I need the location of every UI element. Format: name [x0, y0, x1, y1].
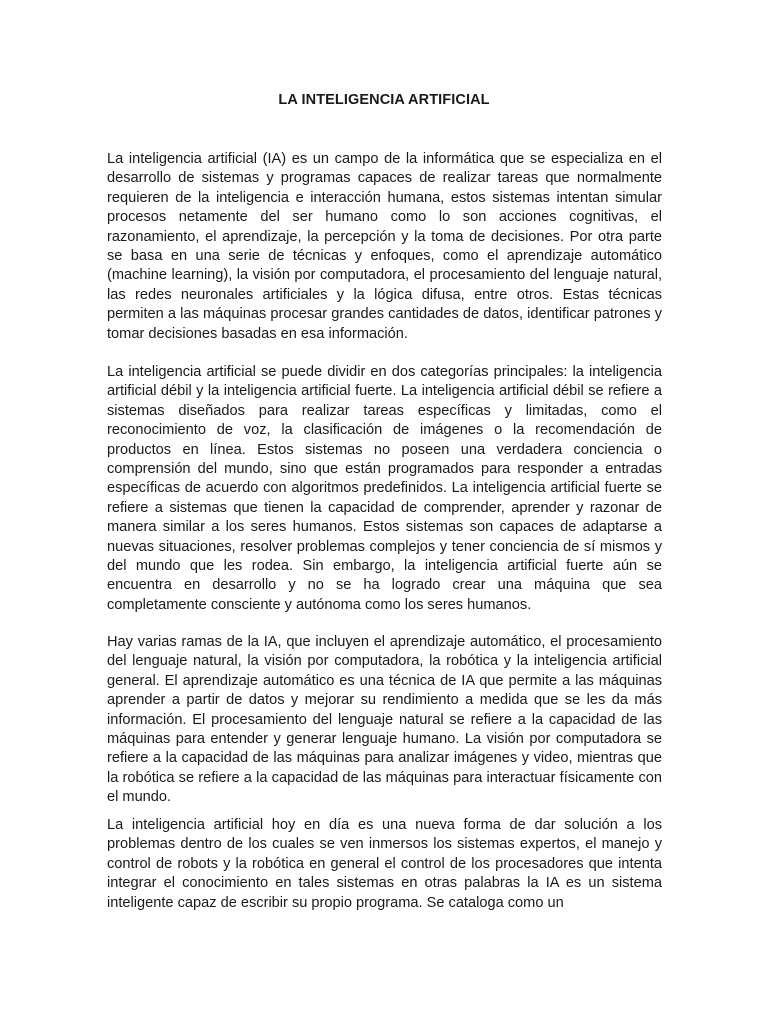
paragraph-3: Hay varias ramas de la IA, que incluyen el aprendizaje automático, el procesamiento del lenguaje natural, la visión por computadora, la robótica y la inteligencia artificial general. El aprendizaje automático es una técnica de IA que permite a las máquinas aprender a partir de datos y mejorar su rendimiento a medida que se les da más información. El procesamiento del lenguaje natural se refiere a la capacidad de las máquinas para entender y generar lenguaje humano. La visión por computadora se refiere a la capacidad de las máquinas para analizar imágenes y video, mientras que la robótica se refiere a la capacidad de las máquinas para interactuar físicamente con el mundo. — [107, 634, 662, 806]
document-title: LA INTELIGENCIA ARTIFICIAL — [278, 92, 490, 108]
paragraph-2: La inteligencia artificial se puede dividir en dos categorías principales: la inteligencia artificial débil y la inteligencia artificial fuerte. La inteligencia artificial débil se refiere a sistemas diseñados para realizar tareas específicas y limitadas, como el reconocimiento de voz, la clasificación de imágenes o la recomendación de productos en línea. Estos sistemas no poseen una verdadera conciencia o comprensión del mundo, sino que están programados para responder a entradas específicas de acuerdo con algoritmos predefinidos. La inteligencia artificial fuerte se refiere a sistemas que tienen la capacidad de comprender, aprender y razonar de manera similar a los seres humanos. Estos sistemas son capaces de adaptarse a nuevas situaciones, resolver problemas complejos y tener conciencia de sí mismos y del mundo que les rodea. Sin embargo, la inteligencia artificial fuerte aún se encuentra en desarrollo y no se ha logrado crear una máquina que sea completamente consciente y autónoma como los seres humanos. — [107, 364, 662, 613]
paragraph-4: La inteligencia artificial hoy en día es una nueva forma de dar solución a los problemas dentro de los cuales se ven inmersos los sistemas expertos, el manejo y control de robots y la robótica en general el control de los procesadores que intenta integrar el conocimiento en tales sistemas en otras palabras la IA es un sistema inteligente capaz de escribir su propio programa. Se cataloga como un — [107, 817, 662, 911]
paragraph-1: La inteligencia artificial (IA) es un campo de la informática que se especializa en el desarrollo de sistemas y programas capaces de realizar tareas que normalmente requieren de la inteligencia e interacción humana, estos sistemas intentan simular procesos netamente del ser humano como lo son acciones cognitivas, el razonamiento, el aprendizaje, la percepción y la toma de decisiones. Por otra parte se basa en una serie de técnicas y enfoques, como el aprendizaje automático (machine learning), la visión por computadora, el procesamiento del lenguaje natural, las redes neuronales artificiales y la lógica difusa, entre otros. Estas técnicas permiten a las máquinas procesar grandes cantidades de datos, identificar patrones y tomar decisiones basadas en esa información. — [107, 151, 662, 342]
